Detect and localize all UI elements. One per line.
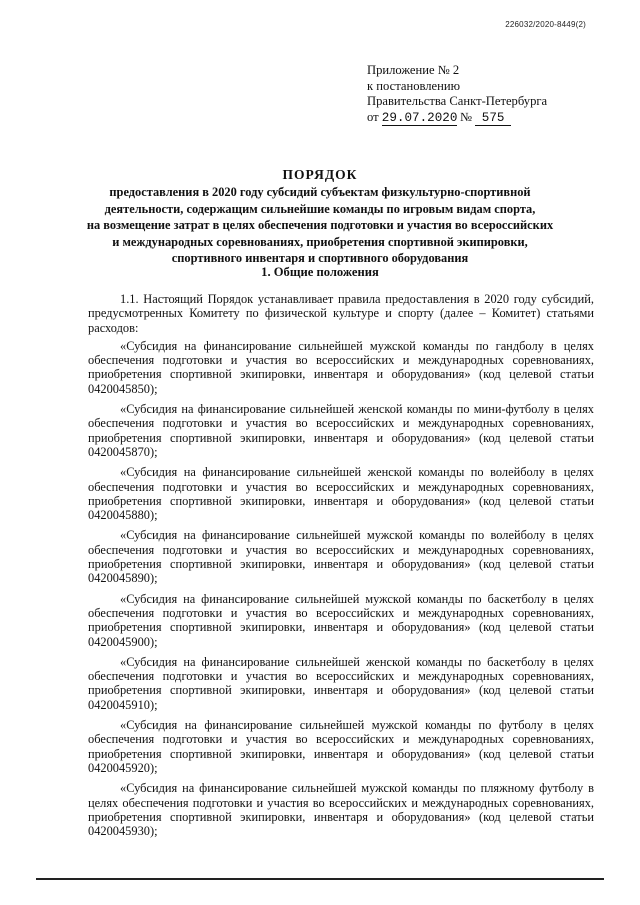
scan-edge-line (36, 878, 604, 880)
appendix-line-1: Приложение № 2 (367, 63, 460, 77)
title-line-4: и международных соревнованиях, приобретения спортивной экипировки, (112, 234, 528, 249)
paragraph-subsidy: «Субсидия на финансирование сильнейшей женской команды по баскетболу в целях обеспечения подготовки и участия во всероссийских и международных соревнованиях, приобретения спортивной экипировки, инвентаря и оборудования» (код целевой статьи 0420045910); (88, 654, 594, 712)
paragraph-subsidy: «Субсидия на финансирование сильнейшей мужской команды по пляжному футболу в целях обеспечения подготовки и участия во всероссийских и международных соревнованиях, приобретения спортивной экипировки, инвентаря и оборудования» (код целевой статьи 0420045930); (88, 781, 594, 839)
from-label: от (367, 109, 379, 124)
document-title (84, 166, 556, 267)
document-registration-number: 226032/2020-8449(2) (505, 20, 586, 29)
paragraph-subsidy: «Субсидия на финансирование сильнейшей мужской команды по баскетболу в целях обеспечения подготовки и участия во всероссийских и международных соревнованиях, приобретения спортивной экипировки, инвентаря и оборудования» (код целевой статьи 0420045900); (88, 591, 594, 649)
title-line-3: на возмещение затрат в целях обеспечения подготовки и участия во всероссийских (86, 218, 554, 233)
paragraph-subsidy: «Субсидия на финансирование сильнейшей женской команды по волейболу в целях обеспечения подготовки и участия во всероссийских и международных соревнованиях, приобретения спортивной экипировки, инвентаря и оборудования» (код целевой статьи 0420045880); (88, 465, 594, 523)
number-label: № (459, 109, 472, 124)
paragraph-subsidy: «Субсидия на финансирование сильнейшей женской команды по мини-футболу в целях обеспечения подготовки и участия во всероссийских и международных соревнованиях, приобретения спортивной экипировки, инвентаря и оборудования» (код целевой статьи 0420045870); (88, 402, 594, 459)
appendix-line-2: к постановлению (367, 78, 461, 93)
appendix-block (367, 63, 597, 126)
title-line-1: предоставления в 2020 году субсидий субъектам физкультурно-спортивной (109, 185, 531, 199)
title-line-5: спортивного инвентаря и спортивного оборудования (171, 251, 469, 266)
paragraph-intro: 1.1. Настоящий Порядок устанавливает правила предоставления в 2020 году субсидий, предусмотренных Комитету по физической культуре и спорту (далее – Комитет) статьями расходов: (88, 292, 594, 335)
appendix-date-row (367, 110, 597, 126)
paragraph-subsidy: «Субсидия на финансирование сильнейшей мужской команды по футболу в целях обеспечения подготовки и участия во всероссийских и международных соревнованиях, приобретения спортивной экипировки, инвентаря и оборудования» (код целевой статьи 0420045920); (88, 718, 594, 775)
paragraph-subsidy: «Субсидия на финансирование сильнейшей мужской команды по гандболу в целях обеспечения подготовки и участия во всероссийских и международных соревнованиях, приобретения спортивной экипировки, инвентаря и оборудования» (код целевой статьи 0420045850); (88, 338, 594, 396)
section-heading: 1. Общие положения (261, 265, 379, 279)
title-main: ПОРЯДОК (282, 167, 358, 182)
resolution-date: 29.07.2020 (381, 110, 458, 125)
title-line-2: деятельности, содержащим сильнейшие команды по игровым видам спорта, (104, 201, 536, 216)
document-body (88, 292, 594, 844)
resolution-number: 575 (475, 112, 511, 126)
appendix-line-3: Правительства Санкт-Петербурга (367, 94, 548, 109)
paragraph-subsidy: «Субсидия на финансирование сильнейшей мужской команды по волейболу в целях обеспечения подготовки и участия во всероссийских и международных соревнованиях, приобретения спортивной экипировки, инвентаря и оборудования» (код целевой статьи 0420045890); (88, 528, 594, 586)
